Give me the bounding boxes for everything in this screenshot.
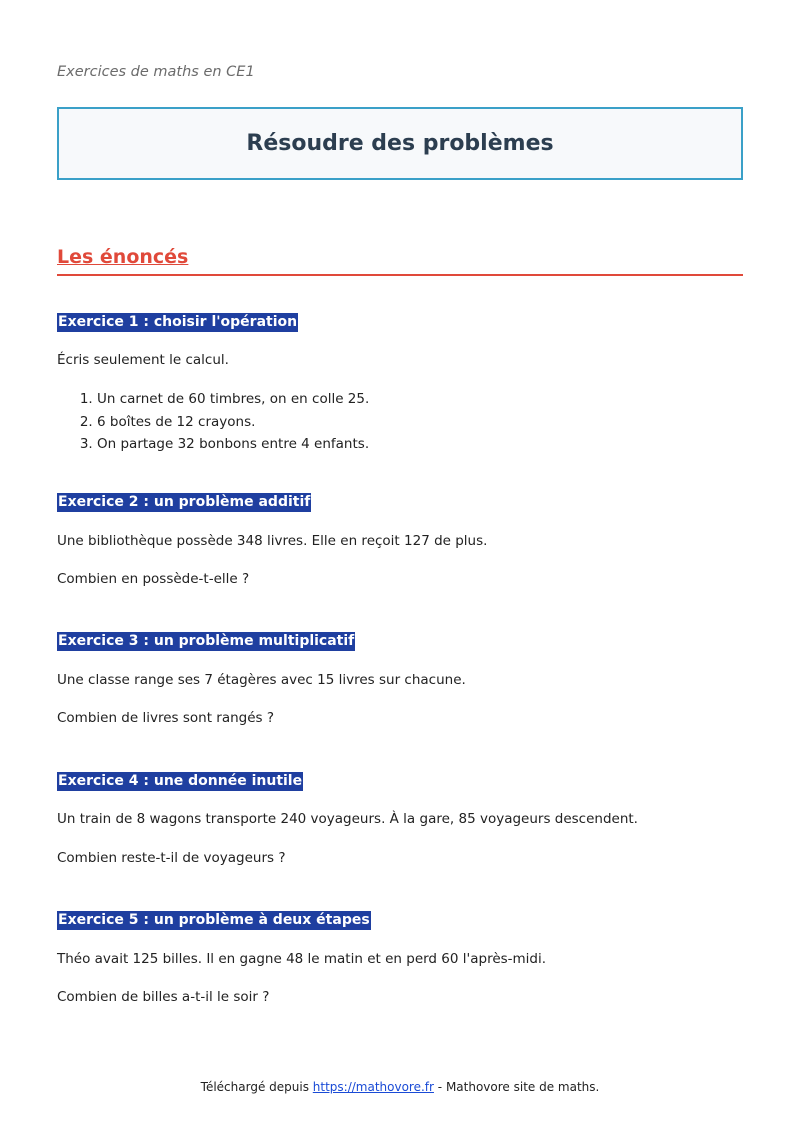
page-title: Résoudre des problèmes [246,131,554,156]
document-subtitle: Exercices de maths en CE1 [57,64,255,80]
exercise-1-list [57,390,369,458]
footer-suffix: - Mathovore site de maths. [437,1080,600,1094]
footer-link[interactable]: https://mathovore.fr [312,1080,434,1094]
exercise-4-title: Exercice 4 : une donnée inutile [58,773,303,789]
list-item: 1. Un carnet de 60 timbres, on en colle 25. [97,390,369,413]
exercise-3-statement: Une classe range ses 7 étagères avec 15 livres sur chacune. [57,672,466,688]
page-footer [0,1080,800,1094]
exercise-4-statement: Un train de 8 wagons transporte 240 voyageurs. À la gare, 85 voyageurs descendent. [57,811,638,827]
list-item: 2. 6 boîtes de 12 crayons. [97,413,369,436]
footer-prefix: Téléchargé depuis [200,1080,309,1094]
exercise-4-question: Combien reste-t-il de voyageurs ? [57,850,286,866]
exercise-2-question: Combien en possède-t-elle ? [57,571,250,587]
list-item: 3. On partage 32 bonbons entre 4 enfants. [97,435,369,458]
exercise-2-title: Exercice 2 : un problème additif [58,494,311,510]
exercise-1-title: Exercice 1 : choisir l'opération [58,314,298,330]
exercise-1-instruction: Écris seulement le calcul. [57,352,229,368]
exercise-3-question: Combien de livres sont rangés ? [57,710,275,726]
exercise-5-statement: Théo avait 125 billes. Il en gagne 48 le matin et en perd 60 l'après-midi. [57,951,547,967]
section-title-enonces: Les énoncés [57,246,743,276]
exercise-2-statement: Une bibliothèque possède 348 livres. Elle en reçoit 127 de plus. [57,533,488,549]
exercise-5-question: Combien de billes a-t-il le soir ? [57,989,270,1005]
exercise-5-title: Exercice 5 : un problème à deux étapes [58,912,370,928]
exercise-3-title: Exercice 3 : un problème multiplicatif [58,633,355,649]
title-box [57,107,743,180]
